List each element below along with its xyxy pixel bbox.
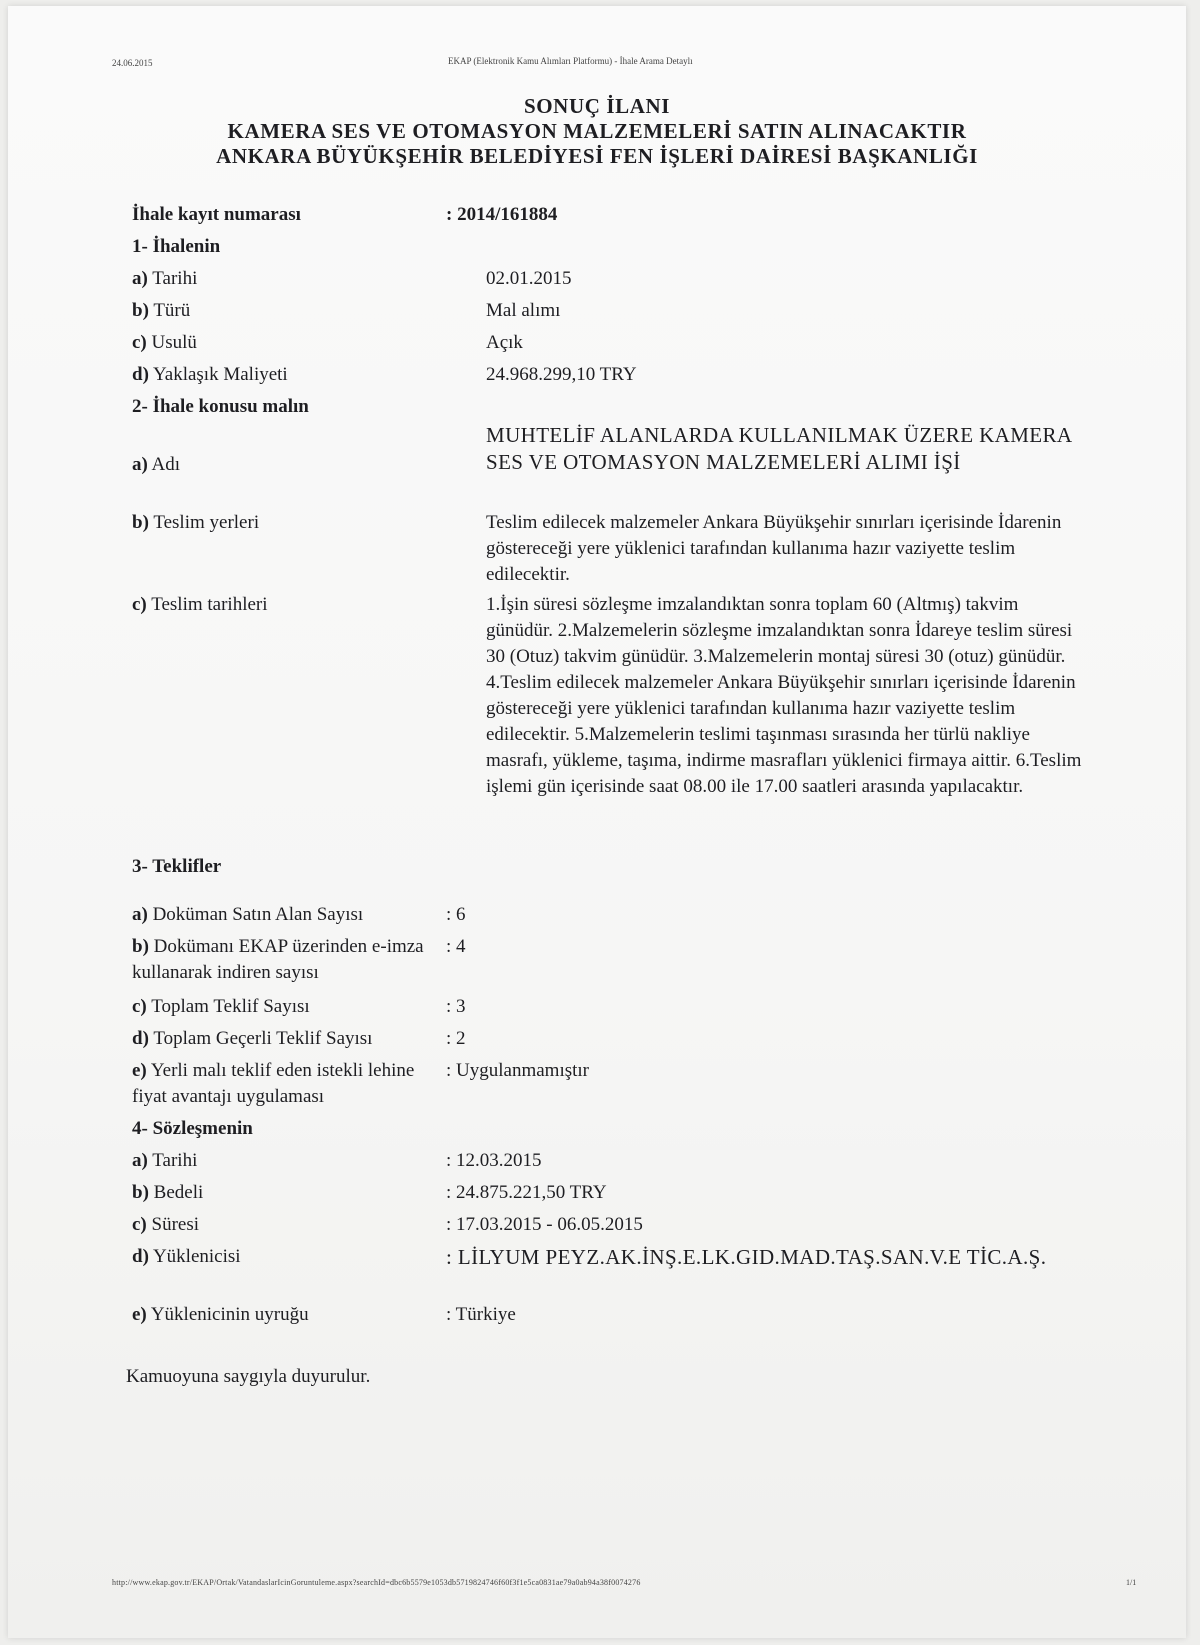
section4-row-a-value: : 12.03.2015 xyxy=(446,1150,542,1171)
section3-row-c-value: : 3 xyxy=(446,996,466,1017)
section1-row-b-label: b) Türü xyxy=(132,300,191,321)
section2-heading: 2- İhale konusu malın xyxy=(132,396,309,417)
section3-row-b-value: : 4 xyxy=(446,936,466,957)
section2-places-label: b) Teslim yerleri xyxy=(132,512,260,533)
section4-row-b-value: : 24.875.221,50 TRY xyxy=(446,1182,607,1203)
section4-row-d-label: d) Yüklenicisi xyxy=(132,1246,241,1267)
section1-row-d-value: 24.968.299,10 TRY xyxy=(486,364,637,385)
section1-row-c-label: c) Usulü xyxy=(132,332,197,353)
section4-row-d-value: : LİLYUM PEYZ.AK.İNŞ.E.LK.GID.MAD.TAŞ.SAN.V.E TİC.A.Ş. xyxy=(446,1245,1047,1269)
section1-row-d-label: d) Yaklaşık Maliyeti xyxy=(132,364,288,385)
registry-label: İhale kayıt numarası xyxy=(132,204,301,225)
document-page xyxy=(8,6,1186,1638)
section3-row-a-label: a) Doküman Satın Alan Sayısı xyxy=(132,904,364,925)
section2-dates-value: 1.İşin süresi sözleşme imzalandıktan sonra toplam 60 (Altmış) takvim günüdür. 2.Malzemelerin sözleşme imzalandıktan sonra İdareye teslim süresi 30 (Otuz) takvim günüdür. 3.Malzemelerin montaj süresi 30 (otuz) günüdür. 4.Teslim edilecek malzemeler Ankara Büyükşehir sınırları içerisinde İdarenin göstereceği yere yüklenici tarafından kullanıma hazır vaziyette teslim edilecektir. 5.Malzemelerin teslimi taşınması sırasında her türlü nakliye masrafı, yükleme, taşıma, indirme masrafları yüklenici firmaya aittir. 6.Teslim işlemi gün içerisinde saat 08.00 ile 17.00 saatleri arasında yapılacaktır. xyxy=(486,594,1082,797)
section3-row-d-value: : 2 xyxy=(446,1028,466,1049)
section4-row-e-label: e) Yüklenicinin uyruğu xyxy=(132,1304,309,1325)
section4-row-c-value: : 17.03.2015 - 06.05.2015 xyxy=(446,1214,643,1235)
section2-dates-label: c) Teslim tarihleri xyxy=(132,594,268,615)
footer-url: http://www.ekap.gov.tr/EKAP/Ortak/VatandaslarIcinGoruntuleme.aspx?searchId=dbc6b5579e1053db5719824746f60f3f1e5ca0831ae79a0ab94a38f0074276 xyxy=(112,1578,641,1587)
section1-row-b-value: Mal alımı xyxy=(486,300,561,321)
document-titles xyxy=(8,94,1186,169)
section1-row-c-value: Açık xyxy=(486,332,523,353)
section1-heading: 1- İhalenin xyxy=(132,236,221,257)
closing-statement: Kamuoyuna saygıyla duyurulur. xyxy=(126,1366,371,1387)
section3-row-b-label: b) Dokümanı EKAP üzerinden e-imza kullanarak indiren sayısı xyxy=(132,936,424,983)
section3-row-d-label: d) Toplam Geçerli Teklif Sayısı xyxy=(132,1028,373,1049)
section2-name-value: MUHTELİF ALANLARDA KULLANILMAK ÜZERE KAMERA SES VE OTOMASYON MALZEMELERİ ALIMI İŞİ xyxy=(486,423,1072,474)
title-subject: KAMERA SES VE OTOMASYON MALZEMELERİ SATIN ALINACAKTIR xyxy=(227,119,967,143)
section3-row-e-label: e) Yerli malı teklif eden istekli lehine fiyat avantajı uygulaması xyxy=(132,1060,415,1107)
section3-row-a-value: : 6 xyxy=(446,904,466,925)
title-sonuc-ilani: SONUÇ İLANI xyxy=(523,94,671,118)
section4-row-e-value: : Türkiye xyxy=(446,1304,516,1325)
section3-row-c-label: c) Toplam Teklif Sayısı xyxy=(132,996,310,1017)
section2-name-label: a) Adı xyxy=(132,454,181,475)
section3-heading: 3- Teklifler xyxy=(132,856,222,877)
section4-heading: 4- Sözleşmenin xyxy=(132,1118,253,1139)
footer-page-number: 1/1 xyxy=(1126,1578,1137,1587)
section4-row-b-label: b) Bedeli xyxy=(132,1182,204,1203)
registry-value: : 2014/161884 xyxy=(446,204,558,225)
title-institution: ANKARA BÜYÜKŞEHİR BELEDİYESİ FEN İŞLERİ DAİRESİ BAŞKANLIĞI xyxy=(216,144,978,168)
print-date: 24.06.2015 xyxy=(112,58,153,68)
section2-places-value: Teslim edilecek malzemeler Ankara Büyükşehir sınırları içerisinde İdarenin göstereceği yere yüklenici tarafından kullanıma hazır vaziyette teslim edilecektir. xyxy=(486,512,1062,585)
section4-row-a-label: a) Tarihi xyxy=(132,1150,198,1171)
print-site-title: EKAP (Elektronik Kamu Alımları Platformu) - İhale Arama Detaylı xyxy=(448,56,693,66)
section1-row-a-label: a) Tarihi xyxy=(132,268,198,289)
section3-row-e-value: : Uygulanmamıştır xyxy=(446,1060,590,1081)
section4-row-c-label: c) Süresi xyxy=(132,1214,200,1235)
section1-row-a-value: 02.01.2015 xyxy=(486,268,572,289)
